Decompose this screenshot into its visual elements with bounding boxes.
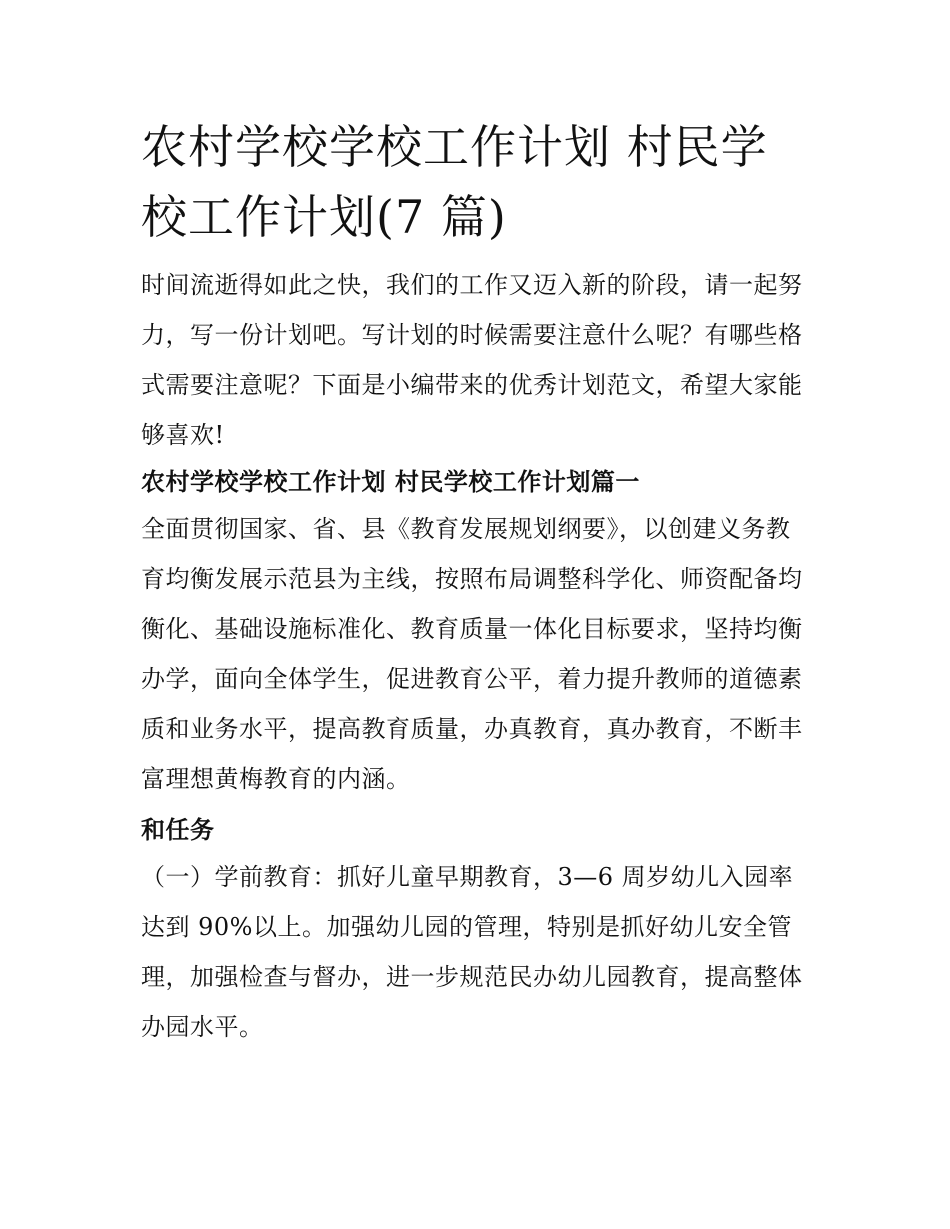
body-line: 育均衡发展示范县为主线，按照布局调整科学化、师资配备均 — [141, 565, 803, 593]
body-line: 富理想黄梅教育的内涵。 — [141, 765, 411, 793]
intro-line: 时间流逝得如此之快，我们的工作又迈入新的阶段，请一起努 — [141, 271, 803, 299]
title-line: 校工作计划(7 篇) — [141, 190, 507, 244]
subheading: 和任务 — [141, 815, 215, 844]
body-line: 衡化、基础设施标准化、教育质量一体化目标要求，坚持均衡 — [141, 615, 803, 643]
preschool-line: 办园水平。 — [141, 1013, 264, 1041]
document-title — [141, 112, 813, 252]
body-line: 办学，面向全体学生，促进教育公平，着力提升教师的道德素 — [141, 665, 803, 693]
intro-line: 够喜欢! — [141, 421, 225, 449]
preschool-line: 达到 90%以上。加强幼儿园的管理，特别是抓好幼儿安全管 — [141, 913, 792, 941]
preschool-line: 理，加强检查与督办，进一步规范民办幼儿园教育，提高整体 — [141, 963, 803, 991]
document-content — [141, 112, 813, 1052]
title-line: 农村学校学校工作计划 村民学 — [141, 120, 768, 174]
preschool-line: （一）学前教育：抓好儿童早期教育，3—6 周岁幼儿入园率 — [141, 863, 794, 891]
intro-paragraph — [141, 260, 813, 460]
preschool-paragraph — [141, 852, 813, 1052]
body-paragraph — [141, 504, 813, 804]
section-heading: 农村学校学校工作计划 村民学校工作计划篇一 — [141, 467, 640, 496]
body-line: 质和业务水平，提高教育质量，办真教育，真办教育，不断丰 — [141, 715, 803, 743]
intro-line: 力，写一份计划吧。写计划的时候需要注意什么呢？有哪些格 — [141, 321, 803, 349]
body-line: 全面贯彻国家、省、县《教育发展规划纲要》，以创建义务教 — [141, 515, 791, 543]
intro-line: 式需要注意呢？下面是小编带来的优秀计划范文，希望大家能 — [141, 371, 803, 399]
